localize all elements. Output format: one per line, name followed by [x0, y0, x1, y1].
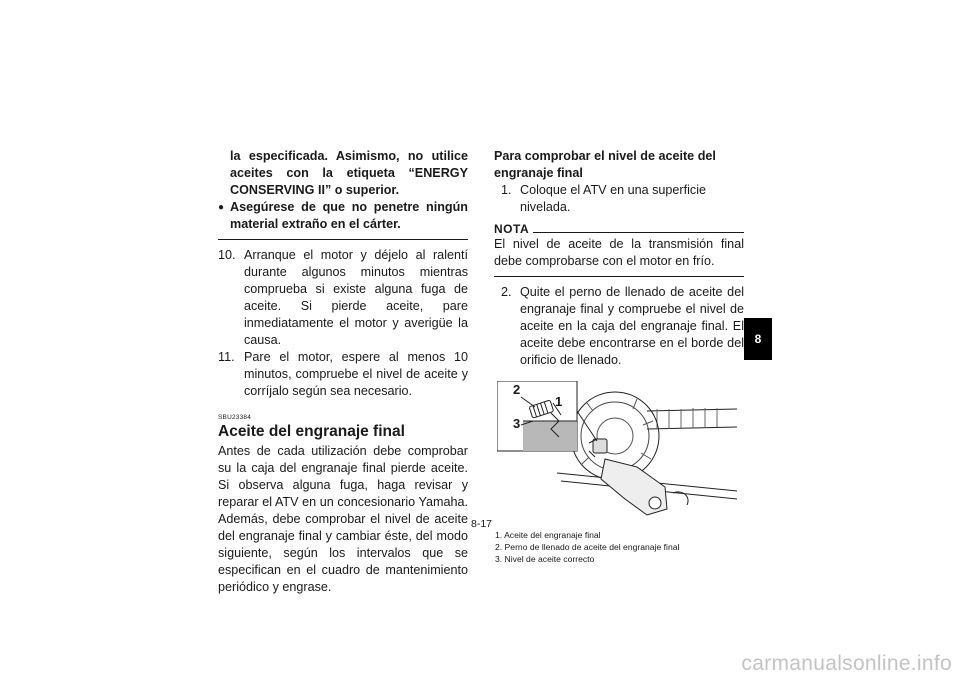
page-number: 8-17 [471, 518, 493, 530]
step-number: 1. [501, 183, 512, 197]
section-title: Aceite del engranaje final [218, 423, 405, 440]
step-1 [494, 182, 744, 216]
gear-oil-figure [497, 381, 737, 521]
step-10 [218, 247, 468, 349]
nota-rule [533, 232, 744, 233]
nota-label: NOTA [494, 222, 530, 236]
step-text: Coloque el ATV en una superficie nivelada. [520, 183, 706, 214]
figure-label-2: 2 [513, 382, 521, 397]
step-text: Quite el perno de llenado de aceite del engranaje final y compruebe el nivel de aceite en la caja del engranaje final. El aceite debe encontrarse en el borde del orificio de llenado. [520, 285, 744, 367]
caption-item: 2. Perno de llenado de aceite del engranaje final [495, 542, 680, 552]
caption-item: 3. Nivel de aceite correcto [495, 554, 595, 564]
step-text: Pare el motor, espere al menos 10 minutos, compruebe el nivel de aceite y corríjalo según sea necesario. [244, 350, 468, 398]
left-column [218, 148, 468, 596]
step-11 [218, 349, 468, 400]
right-column [494, 148, 744, 565]
final-gear-illustration [497, 381, 737, 521]
bullet-dot-icon: ● [218, 202, 225, 213]
step-2 [494, 284, 744, 369]
nota-header [494, 222, 744, 236]
step-number: 2. [501, 285, 512, 299]
caption-item: 1. Aceite del engranaje final [495, 530, 601, 540]
section-body: Antes de cada utilización debe comprobar su la caja del engranaje final pierde aceite. Si observa alguna fuga, haga revisar y reparar el ATV en un concesionario Yamaha. Además, debe comprobar el nivel de aceite del engranaje final y cambiar éste, del modo siguiente, según los intervalos que se especifican en el cuadro de mantenimiento periódico y engrase. [218, 444, 468, 594]
nota-text: El nivel de aceite de la transmisión final debe comprobarse con el motor en frío. [494, 237, 744, 268]
nota-end-rule [494, 276, 744, 277]
procedure-title: Para comprobar el nivel de aceite del engranaje final [494, 149, 716, 180]
step-number: 11. [218, 350, 235, 364]
chapter-tab: 8 [744, 318, 772, 360]
figure-label-3: 3 [513, 416, 521, 431]
warning-bullet-text: Asegúrese de que no penetre ningún material extraño en el cárter. [230, 200, 468, 231]
figure-caption [495, 529, 744, 565]
warning-continuation: la especificada. Asimismo, no utilice aceites con la etiqueta “ENERGY CONSERVING II” o superior. [230, 149, 468, 197]
step-text: Arranque el motor y déjelo al ralentí durante algunos minutos mientras comprueba si existe alguna fuga de aceite. Si pierde aceite, pare inmediatamente el motor y averigüe la causa. [244, 248, 468, 347]
warning-bullet-item [218, 199, 468, 233]
figure-label-1: 1 [555, 394, 563, 409]
step-number: 10. [218, 248, 236, 262]
watermark-text: carmanualsonline.info [741, 652, 952, 675]
warning-end-rule [218, 239, 468, 240]
section-code: SBU23384 [218, 414, 252, 421]
